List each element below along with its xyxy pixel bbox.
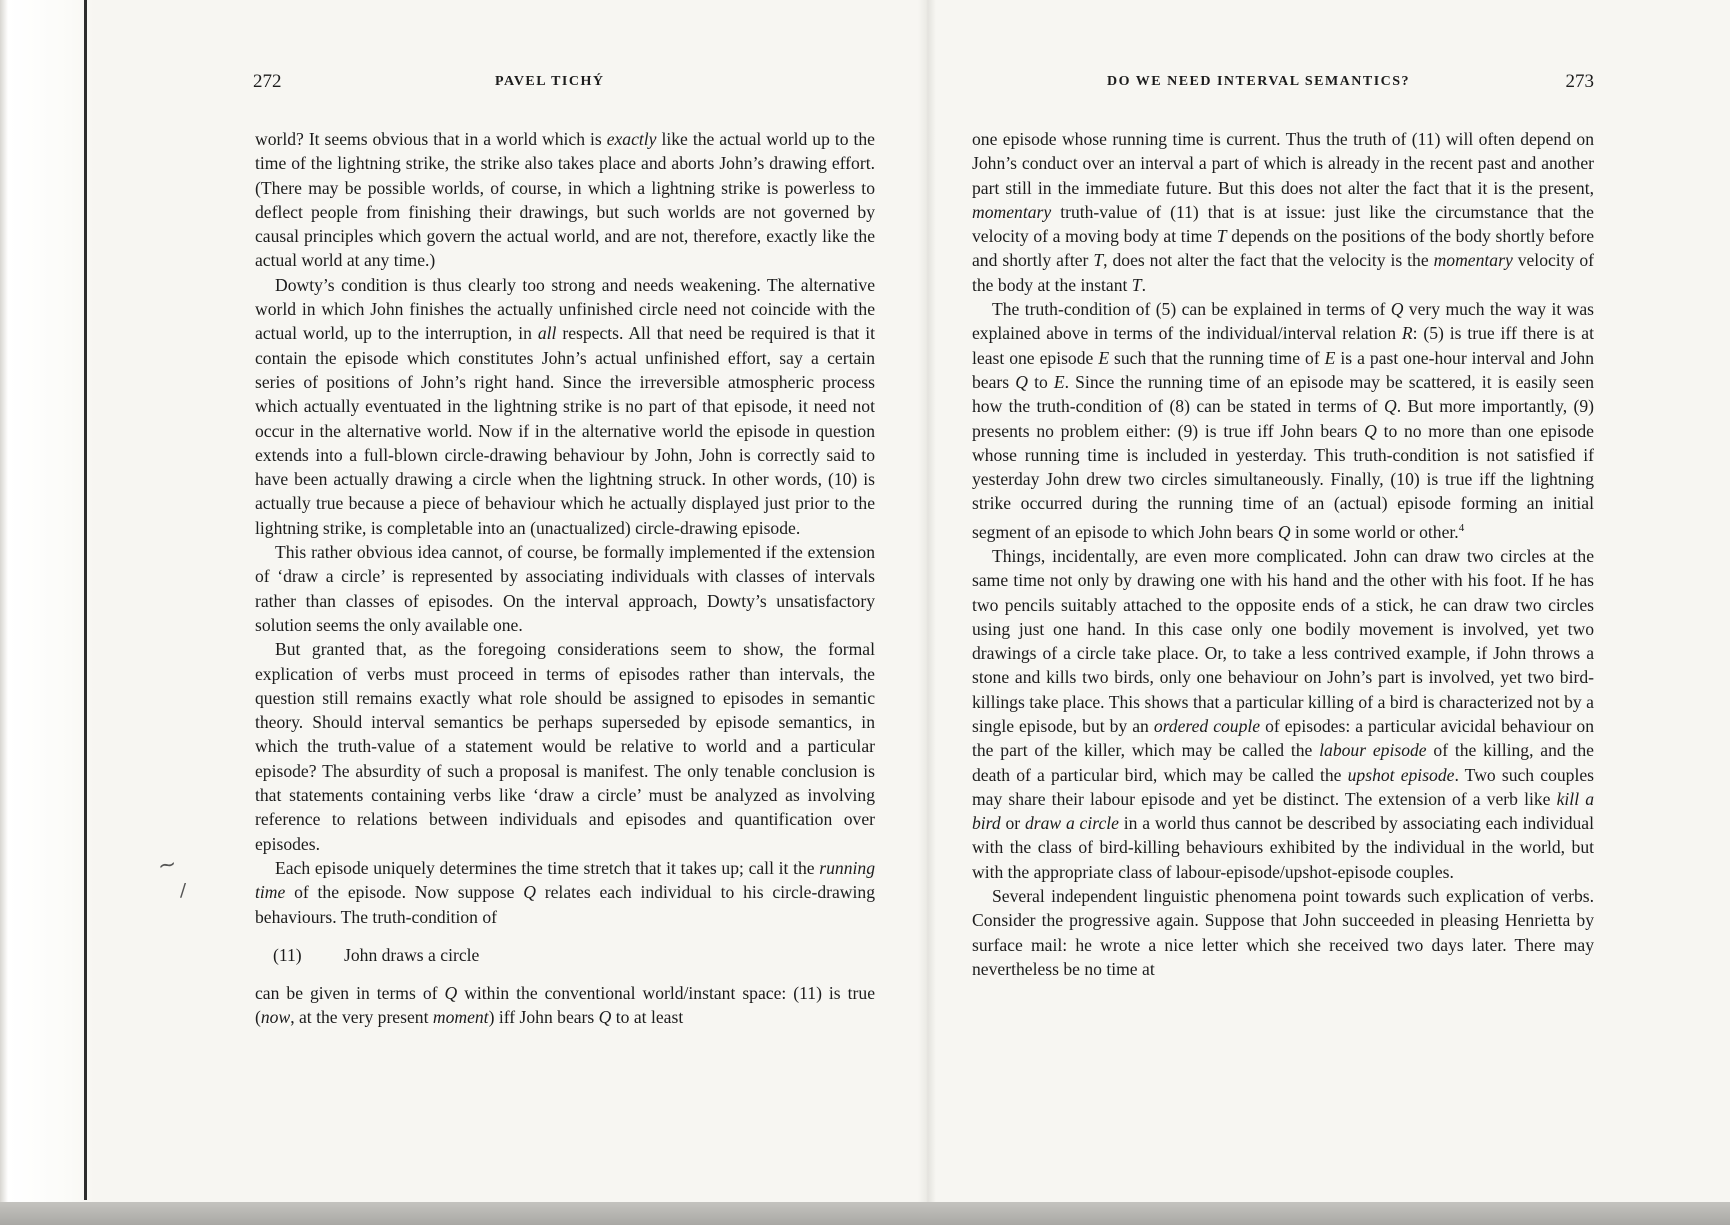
text-run: Each episode uniquely determines the time stretch that it takes up; call it the bbox=[275, 857, 820, 878]
scanner-bottom-band bbox=[0, 1202, 1730, 1225]
text-run: ) iff John bears bbox=[488, 1007, 599, 1028]
text-run: to no more than one episode whose running time is included in yesterday. This truth-condition is not satisfied if yesterday John drew two circles simultaneously. Finally, (10) is true iff the lightning strike occurred during the running time of an (actual) episode forming an initial segment of an episode to which John bears bbox=[972, 420, 1594, 542]
text-run: This rather obvious idea cannot, of course, be formally implemented if the extension of ‘draw a circle’ is represented by associating individuals with classes of intervals rather than classes of episodes. On the interval approach, Dowty’s unsatisfactory solution seems the only available one. bbox=[255, 542, 875, 635]
text-run: . bbox=[1141, 274, 1146, 295]
text-run: world? It seems obvious that in a world which is bbox=[255, 129, 607, 149]
paragraph bbox=[255, 540, 875, 637]
paragraph bbox=[972, 127, 1594, 297]
running-head: PAVEL TICHÝ bbox=[495, 74, 605, 89]
text-run: in some world or other. bbox=[1290, 521, 1459, 542]
page-edge-line bbox=[84, 0, 87, 1200]
running-head: DO WE NEED INTERVAL SEMANTICS? bbox=[1107, 74, 1411, 89]
text-run: . Two such couples may share their labour episode and yet be distinct. The extension of a verb like bbox=[972, 764, 1595, 809]
paragraph bbox=[972, 884, 1594, 981]
text-run: But granted that, as the foregoing considerations seem to show, the formal explication of verbs must proceed in terms of episodes rather than intervals, the question still remains exactly what role should be assigned to episodes in semantic theory. Should interval semantics be perhaps superseded by episode semantics, in which the truth-value of a statement would be relative to world and a particular episode? The absurdity of such a proposal is manifest. The only tenable conclusion is that statements containing verbs like ‘draw a circle’ must be analyzed as involving reference to relations between individuals and episodes and quantification over episodes. bbox=[255, 639, 875, 854]
paragraph bbox=[972, 544, 1594, 884]
text-run: respects. All that need be required is that it contain the episode which constitutes John’s actual unfinished effort, say a certain series of positions of John’s right hand. Since the irreversible atmospheric process which actually eventuated in the lightning strike is no part of that episode, it need not occur in the alternative world. Now if in the alternative world the episode in question extends into a full-blown circle-drawing behaviour by John, John is correctly said to have been actually drawing a circle when the lightning struck. In other words, (10) is actually true because a piece of behaviour which he actually displayed just prior to the lightning strike, is completable into an (unactualized) circle-drawing episode. bbox=[255, 323, 875, 538]
text-run: Dowty’s condition is thus clearly too strong and needs weakening. The alternative world in which John finishes the actually unfinished circle need not coincide with the actual world, up to the interruption, in bbox=[255, 274, 875, 344]
margin-pencil-mark: / bbox=[180, 880, 187, 901]
text-run: upshot episode bbox=[1347, 764, 1455, 785]
text-run: The truth-condition of (5) can be explained in terms of bbox=[992, 299, 1391, 320]
text-run: . But more importantly, (9) presents no problem either: (9) is true iff John bears bbox=[972, 396, 1594, 441]
text-run: depends on the positions of the body shortly before and shortly after bbox=[972, 226, 1595, 271]
text-run: running time bbox=[255, 857, 875, 903]
page-number: 272 bbox=[253, 71, 282, 92]
text-run: kill a bird bbox=[972, 788, 1595, 834]
text-run: Several independent linguistic phenomena point towards such explication of verbs. Consider the progressive again. Suppose that John succeeded in pleasing Henrietta by surface mail: he wrote a nice letter which she received two days later. There may nevertheless be no time at bbox=[972, 886, 1594, 979]
text-run: R bbox=[1401, 323, 1413, 344]
text-run: now bbox=[260, 1007, 291, 1028]
left-page-header bbox=[255, 70, 875, 94]
text-run: one episode whose running time is current. Thus the truth of (11) will often depend on John’s conduct over an interval a part of which is already in the recent past and another part still in the immediate future. But this does not alter the fact that it is the present, bbox=[972, 129, 1594, 198]
text-run: Q bbox=[598, 1007, 612, 1028]
text-run: E bbox=[1098, 347, 1110, 368]
text-run: within the conventional world/instant space: (11) is true ( bbox=[255, 982, 875, 1028]
text-run: : (5) is true iff there is at least one episode bbox=[972, 323, 1594, 368]
paragraph bbox=[255, 981, 875, 1030]
text-run: momentary bbox=[1433, 250, 1513, 271]
text-run: moment bbox=[432, 1007, 489, 1028]
example-sentence: John draws a circle bbox=[344, 944, 480, 965]
text-run: draw a circle bbox=[1024, 813, 1119, 834]
text-run: such that the running time of bbox=[1109, 347, 1325, 368]
text-run: E bbox=[1053, 371, 1065, 392]
text-run: of the killing, and the death of a particular bird, which may be called the bbox=[972, 740, 1594, 785]
book-gutter bbox=[918, 0, 936, 1225]
text-run: all bbox=[537, 323, 557, 344]
text-run: T bbox=[1131, 274, 1142, 295]
text-run: or bbox=[1000, 813, 1025, 834]
left-page bbox=[255, 70, 875, 1029]
text-run: T bbox=[1216, 226, 1227, 247]
text-run: Things, incidentally, are even more complicated. John can draw two circles at the same time not only by drawing one with his hand and the other with his foot. If he has two pencils suitably attached to the opposite ends of a stick, he can draw two circles using just one hand. In this case only one bodily movement is involved, yet two drawings of a circle take place. Or, to take a less contrived example, if John throws a stone and kills two birds, only one behaviour on John’s part is involved, yet two bird-killings take place. This shows that a particular killing of a bird is characterized not by a single episode, but by an bbox=[972, 545, 1594, 736]
text-run: Q bbox=[1390, 299, 1404, 320]
text-run: . Since the running time of an episode may be scattered, it is easily seen how the truth-condition of (8) can be stated in terms of bbox=[972, 371, 1594, 417]
text-run: velocity of the body at the instant bbox=[972, 250, 1594, 295]
text-run: can be given in terms of bbox=[255, 982, 445, 1003]
text-run: like the actual world up to the time of the lightning strike, the strike also takes place and aborts John’s drawing effort. (There may be possible worlds, of course, in which a lightning strike is powerless to deflect people from finishing their drawings, but such worlds are not governed by causal principles which govern the actual world, and are not, therefore, exactly like the actual world at any time.) bbox=[255, 129, 875, 271]
right-page-body bbox=[972, 127, 1594, 981]
text-run: momentary bbox=[972, 201, 1052, 222]
text-run: in a world thus cannot be described by associating each individual with the class of bird-killing behaviours exhibited by the individual in the world, but with the appropriate class of labour-episode/upshot-episode couples. bbox=[972, 813, 1594, 882]
paragraph bbox=[972, 297, 1594, 544]
text-run: truth-value of (11) that is at issue: just like the circumstance that the velocity of a moving body at time bbox=[972, 201, 1594, 247]
right-page bbox=[972, 70, 1594, 981]
text-run: very much the way it was explained above in terms of the individual/interval relation bbox=[972, 299, 1594, 344]
text-run: labour episode bbox=[1319, 740, 1427, 761]
text-run: Q bbox=[1383, 396, 1397, 417]
text-run: Q bbox=[523, 882, 536, 903]
text-run: 4 bbox=[1458, 521, 1465, 534]
text-run: T bbox=[1093, 250, 1104, 271]
left-page-body bbox=[255, 127, 875, 1029]
text-run: ordered couple bbox=[1153, 715, 1261, 736]
text-run: E bbox=[1324, 347, 1336, 368]
text-run: Q bbox=[1277, 521, 1291, 542]
text-run: to at least bbox=[611, 1007, 684, 1028]
text-run: of the episode. Now suppose bbox=[285, 882, 524, 903]
text-run: of episodes: a particular avicidal behaviour on the part of the killer, which may be called the bbox=[972, 715, 1595, 761]
text-run: , at the very present bbox=[290, 1007, 433, 1028]
page-number: 273 bbox=[1565, 71, 1594, 92]
margin-pencil-mark: ~ bbox=[155, 851, 179, 880]
text-run: Q bbox=[1364, 420, 1377, 441]
text-run: is a past one-hour interval and John bears bbox=[972, 347, 1594, 392]
text-run: to bbox=[1027, 371, 1054, 392]
right-page-header bbox=[972, 70, 1594, 94]
text-run: Q bbox=[1015, 371, 1028, 392]
text-run: Q bbox=[444, 982, 458, 1003]
text-run: , does not alter the fact that the velocity is the bbox=[1103, 250, 1434, 271]
paragraph bbox=[255, 856, 875, 929]
text-run: exactly bbox=[606, 129, 657, 149]
binding-edge bbox=[0, 0, 95, 1225]
text-run: relates each individual to his circle-drawing behaviours. The truth-condition of bbox=[255, 882, 875, 927]
paragraph bbox=[255, 127, 875, 273]
numbered-example bbox=[273, 943, 875, 967]
paragraph bbox=[255, 637, 875, 856]
example-number: (11) bbox=[273, 944, 302, 965]
paragraph bbox=[255, 273, 875, 540]
